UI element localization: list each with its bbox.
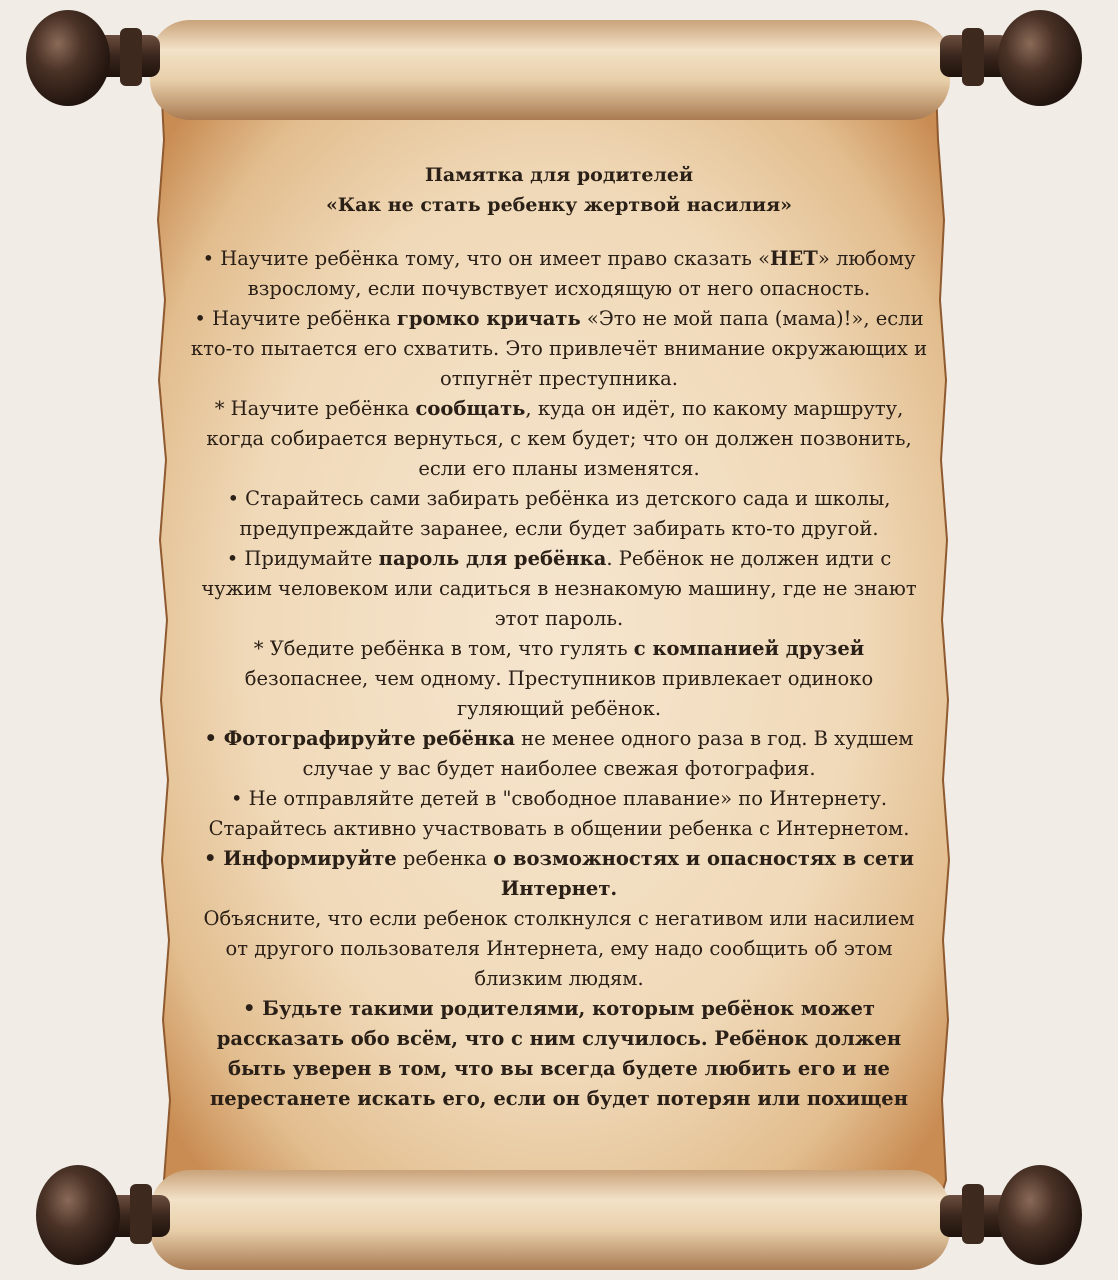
paragraph-report-route: * Научите ребёнка сообщать, куда он идёт, по какому маршруту, когда собирается вернуться, с кем будет; что он должен позвонить, если его планы изменятся. xyxy=(206,397,912,480)
paragraph-photo: • Фотографируйте ребёнка не менее одного раза в год. В худшем случае у вас будет наиболее свежая фотография. xyxy=(204,727,914,780)
bottom-roll xyxy=(150,1170,950,1270)
bottom-left-knob xyxy=(36,1165,120,1265)
top-left-knob xyxy=(26,10,110,106)
paragraph-say-no: • Научите ребёнка тому, что он имеет право сказать «НЕТ» любому взрослому, если почувствует исходящую от него опасность. xyxy=(202,247,916,300)
memo-text xyxy=(190,160,928,1180)
title-line-1: Памятка для родителей xyxy=(424,164,694,186)
paragraph-explain: Объясните, что если ребенок столкнулся с негативом или насилием от другого пользователя Интернета, ему надо сообщить об этом близким людям. xyxy=(203,907,915,990)
paragraph-internet: • Не отправляйте детей в "свободное плавание» по Интернету. Старайтесь активно участвовать в общении ребенка с Интернетом. xyxy=(208,787,910,840)
paragraph-pick-up: • Старайтесь сами забирать ребёнка из детского сада и школы, предупреждайте заранее, если будет забирать кто-то другой. xyxy=(227,487,891,540)
paragraph-shout: • Научите ребёнка громко кричать «Это не мой папа (мама)!», если кто-то пытается его схватить. Это привлечёт внимание окружающих и отпугнёт преступника. xyxy=(190,307,928,390)
title-line-2: «Как не стать ребенку жертвой насилия» xyxy=(325,194,793,216)
memo-title xyxy=(190,160,928,220)
paragraph-be-parents: • Будьте такими родителями, которым ребёнок может рассказать обо всём, что с ним случилось. Ребёнок должен быть уверен в том, что вы всегда будете любить его и не перестанете искать его, если он будет потерян или похищен xyxy=(210,997,908,1110)
paragraph-friends: * Убедите ребёнка в том, что гулять с компанией друзей безопаснее, чем одному. Преступников привлекает одиноко гуляющий ребёнок. xyxy=(244,637,874,720)
paragraph-inform: • Информируйте ребенка о возможностях и опасностях в сети Интернет. xyxy=(204,847,914,900)
paragraph-password: • Придумайте пароль для ребёнка. Ребёнок не должен идти с чужим человеком или садиться в незнакомую машину, где не знают этот пароль. xyxy=(201,547,917,630)
bottom-right-knob xyxy=(998,1165,1082,1265)
top-right-knob xyxy=(998,10,1082,106)
top-roll xyxy=(150,20,950,120)
